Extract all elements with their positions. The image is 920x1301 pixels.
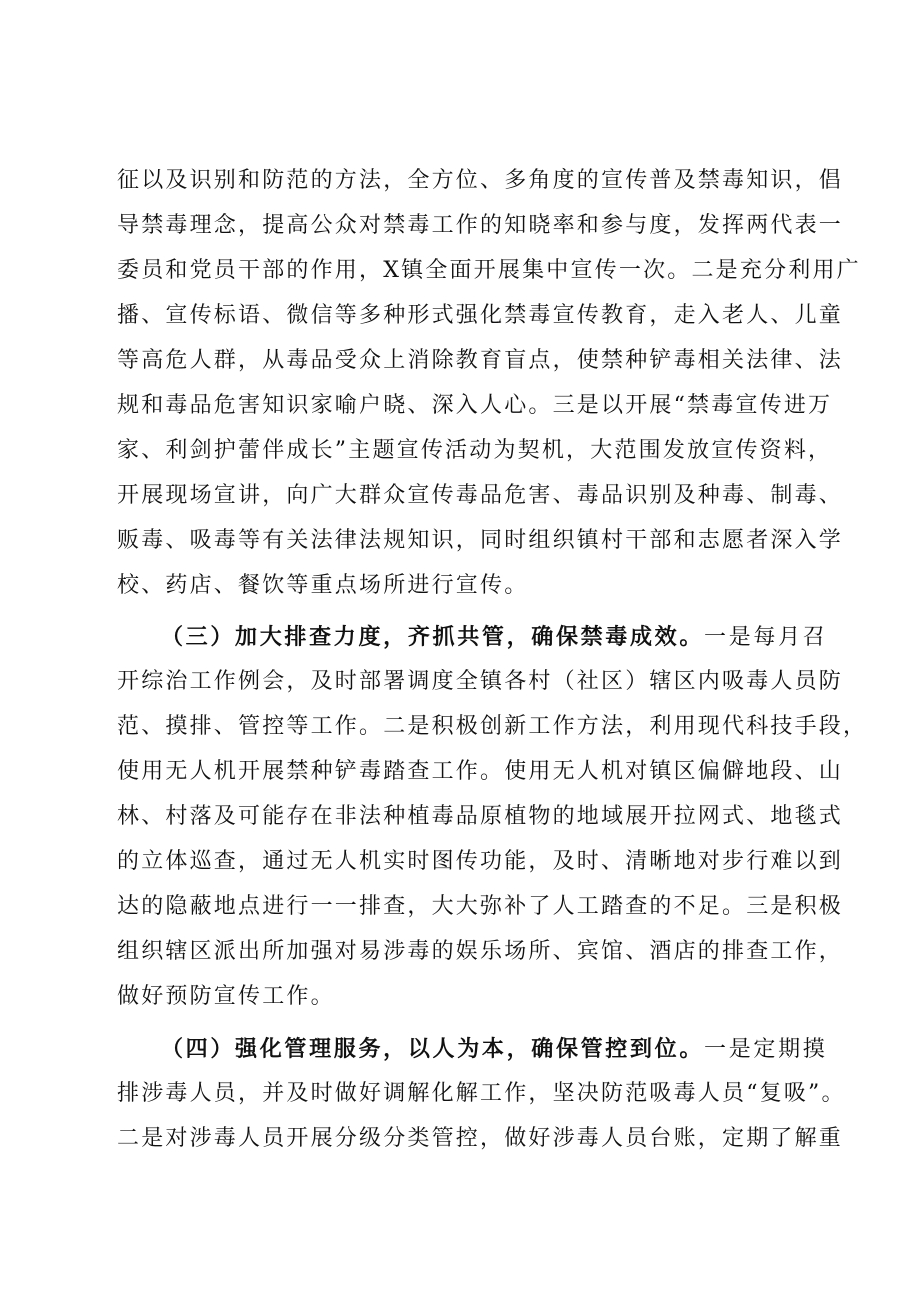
- body-line: 等高危人群，从毒品受众上消除教育盲点，使禁种铲毒相关法律、法: [117, 348, 844, 373]
- section-4-first-line: [161, 1029, 827, 1069]
- body-line: 排涉毒人员，并及时做好调解化解工作，坚决防范吸毒人员“复吸”。: [117, 1081, 846, 1106]
- body-line: 家、利剑护蕾伴成长”主题宣传活动为契机，大范围发放宣传资料，: [117, 438, 833, 463]
- section-3-heading: （三）加大排查力度，齐抓共管，确保禁毒成效。: [161, 624, 705, 650]
- body-line: 播、宣传标语、微信等多种形式强化禁毒宣传教育，走入老人、儿童: [117, 303, 844, 328]
- body-line: 开展现场宣讲，向广大群众宣传毒品危害、毒品识别及种毒、制毒、: [117, 483, 844, 508]
- section-4-first-text: 一是定期摸: [704, 1037, 827, 1062]
- body-line: 委员和党员干部的作用，X镇全面开展集中宣传一次。二是充分利用广: [117, 258, 861, 283]
- section-4-heading: （四）强化管理服务，以人为本，确保管控到位。: [161, 1036, 705, 1062]
- body-line: 贩毒、吸毒等有关法律法规知识，同时组织镇村干部和志愿者深入学: [117, 528, 844, 553]
- body-line: 做好预防宣传工作。: [117, 984, 335, 1009]
- body-line: 征以及识别和防范的方法，全方位、多角度的宣传普及禁毒知识，倡: [117, 168, 844, 193]
- section-3-first-line: [161, 617, 827, 657]
- body-line: 开综治工作例会，及时部署调度全镇各村（社区）辖区内吸毒人员防: [117, 669, 844, 694]
- body-line: 林、村落及可能存在非法种植毒品原植物的地域展开拉网式、地毯式: [117, 804, 844, 829]
- body-line: 导禁毒理念，提高公众对禁毒工作的知晓率和参与度，发挥两代表一: [117, 213, 844, 238]
- body-line: 的立体巡查，通过无人机实时图传功能，及时、清晰地对步行难以到: [117, 849, 844, 874]
- body-line: 校、药店、餐饮等重点场所进行宣传。: [117, 573, 529, 598]
- body-line: 组织辖区派出所加强对易涉毒的娱乐场所、宾馆、酒店的排查工作，: [117, 939, 844, 964]
- body-line: 规和毒品危害知识家喻户晓、深入人心。三是以开展“禁毒宣传进万: [117, 393, 833, 418]
- section-3-first-text: 一是每月召: [704, 625, 827, 650]
- body-line: 范、摸排、管控等工作。二是积极创新工作方法，利用现代科技手段，: [117, 714, 868, 739]
- body-line: 二是对涉毒人员开展分级分类管控，做好涉毒人员台账，定期了解重: [117, 1126, 844, 1151]
- body-line: 达的隐蔽地点进行一一排查，大大弥补了人工踏查的不足。三是积极: [117, 894, 844, 919]
- body-line: 使用无人机开展禁种铲毒踏查工作。使用无人机对镇区偏僻地段、山: [117, 759, 844, 784]
